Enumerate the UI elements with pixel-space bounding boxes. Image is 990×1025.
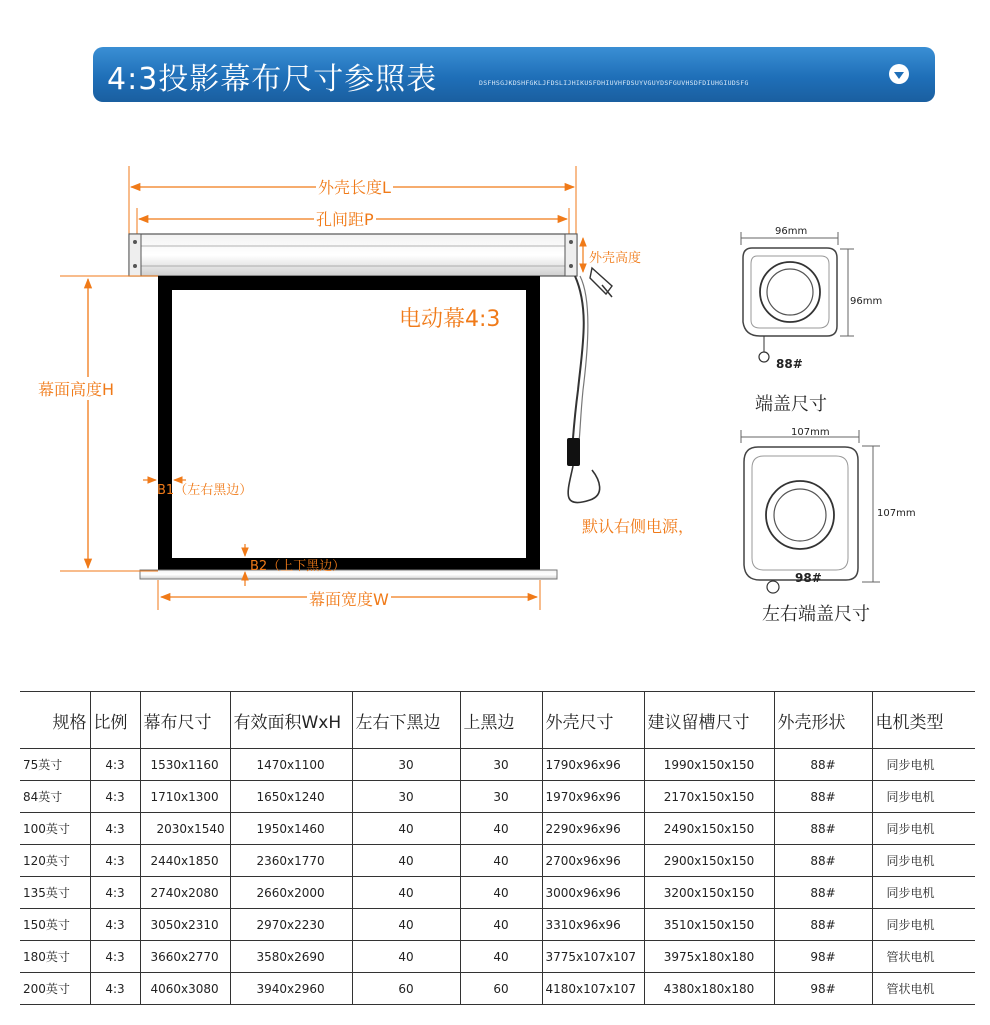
col-header: 电机类型 xyxy=(872,692,975,749)
cell-slot-size: 2900x150x150 xyxy=(644,845,774,877)
table-row xyxy=(20,749,975,781)
cell-screen-size: 4060x3080 xyxy=(140,973,230,1005)
cell-slot-size: 4380x180x180 xyxy=(644,973,774,1005)
cell-shell-size: 1790x96x96 xyxy=(542,749,644,781)
cell-side-border: 40 xyxy=(352,813,460,845)
weight-bar xyxy=(140,570,557,579)
col-header: 建议留槽尺寸 xyxy=(644,692,774,749)
lr-end-cap-width: 107mm xyxy=(791,427,830,438)
table-header-row xyxy=(20,692,975,749)
housing xyxy=(129,234,577,276)
cell-active-area: 1650x1240 xyxy=(230,781,352,813)
cell-shell-shape: 98# xyxy=(774,941,872,973)
cell-top-border: 40 xyxy=(460,877,542,909)
cell-ratio: 4:3 xyxy=(90,781,140,813)
cell-shell-size: 1970x96x96 xyxy=(542,781,644,813)
cell-active-area: 2660x2000 xyxy=(230,877,352,909)
cell-shell-shape: 88# xyxy=(774,877,872,909)
end-cap-caption: 端盖尺寸 xyxy=(755,394,827,415)
table-row xyxy=(20,845,975,877)
page-title: 4:3投影幕布尺寸参照表 xyxy=(107,62,438,97)
hole-distance-label: 孔间距P xyxy=(314,207,376,230)
shell-height-label: 外壳高度 xyxy=(587,247,643,266)
cell-side-border: 30 xyxy=(352,781,460,813)
cell-ratio: 4:3 xyxy=(90,749,140,781)
cell-shell-shape: 88# xyxy=(774,781,872,813)
cell-spec: 100英寸 xyxy=(20,813,90,845)
cell-top-border: 40 xyxy=(460,813,542,845)
cell-shell-shape: 98# xyxy=(774,973,872,1005)
cell-motor: 同步电机 xyxy=(872,845,975,877)
cell-top-border: 40 xyxy=(460,941,542,973)
cell-side-border: 40 xyxy=(352,845,460,877)
cell-shell-shape: 88# xyxy=(774,749,872,781)
screen-width-label: 幕面宽度W xyxy=(307,587,391,610)
b2-label: B2（上下黑边） xyxy=(250,559,346,574)
power-switch xyxy=(567,438,580,466)
cell-slot-size: 2170x150x150 xyxy=(644,781,774,813)
cell-screen-size: 1710x1300 xyxy=(140,781,230,813)
cell-shell-size: 4180x107x107 xyxy=(542,973,644,1005)
lr-end-cap-code: 98# xyxy=(795,571,822,585)
cell-slot-size: 1990x150x150 xyxy=(644,749,774,781)
cell-screen-size: 1530x1160 xyxy=(140,749,230,781)
cell-spec: 120英寸 xyxy=(20,845,90,877)
cell-shell-size: 3000x96x96 xyxy=(542,877,644,909)
cell-spec: 180英寸 xyxy=(20,941,90,973)
cell-active-area: 1470x1100 xyxy=(230,749,352,781)
screen-dimension-diagram xyxy=(0,150,990,670)
cell-spec: 150英寸 xyxy=(20,909,90,941)
power-cord xyxy=(572,276,584,450)
cell-slot-size: 3510x150x150 xyxy=(644,909,774,941)
cell-spec: 84英寸 xyxy=(20,781,90,813)
cell-ratio: 4:3 xyxy=(90,909,140,941)
end-cap-height: 96mm xyxy=(850,296,883,307)
cell-side-border: 30 xyxy=(352,749,460,781)
col-header: 外壳形状 xyxy=(774,692,872,749)
outer-length-label: 外壳长度L xyxy=(316,175,393,198)
cell-side-border: 40 xyxy=(352,877,460,909)
col-header: 幕布尺寸 xyxy=(140,692,230,749)
table-row xyxy=(20,973,975,1005)
cell-shell-shape: 88# xyxy=(774,845,872,877)
cell-side-border: 60 xyxy=(352,973,460,1005)
cell-slot-size: 3200x150x150 xyxy=(644,877,774,909)
screen-height-label: 幕面高度H xyxy=(36,377,116,400)
cell-screen-size: 2740x2080 xyxy=(140,877,230,909)
cell-ratio: 4:3 xyxy=(90,941,140,973)
cell-active-area: 2360x1770 xyxy=(230,845,352,877)
cell-active-area: 3580x2690 xyxy=(230,941,352,973)
cell-top-border: 40 xyxy=(460,909,542,941)
cell-screen-size: 3050x2310 xyxy=(140,909,230,941)
cell-shell-shape: 88# xyxy=(774,909,872,941)
table-row xyxy=(20,941,975,973)
cell-motor: 同步电机 xyxy=(872,813,975,845)
cell-shell-size: 3775x107x107 xyxy=(542,941,644,973)
cell-active-area: 1950x1460 xyxy=(230,813,352,845)
cell-shell-shape: 88# xyxy=(774,813,872,845)
cell-active-area: 3940x2960 xyxy=(230,973,352,1005)
cell-motor: 同步电机 xyxy=(872,909,975,941)
cell-side-border: 40 xyxy=(352,909,460,941)
cell-spec: 135英寸 xyxy=(20,877,90,909)
spec-table xyxy=(20,691,975,1005)
banner-subtitle: DSFHSGJKDSHFGKLJFDSLIJHIKUSFDHIUVHFDSUYVGUYDSFGUVHSDFDIUHGIUDSFG xyxy=(479,79,749,87)
diagram-drawing xyxy=(0,150,990,670)
cell-spec: 75英寸 xyxy=(20,749,90,781)
cell-ratio: 4:3 xyxy=(90,973,140,1005)
cell-screen-size: 3660x2770 xyxy=(140,941,230,973)
lr-end-cap-caption: 左右端盖尺寸 xyxy=(762,604,870,625)
cell-screen-size: 2030x1540 xyxy=(140,813,230,845)
cell-screen-size: 2440x1850 xyxy=(140,845,230,877)
cell-shell-size: 2290x96x96 xyxy=(542,813,644,845)
table-row xyxy=(20,781,975,813)
cell-slot-size: 3975x180x180 xyxy=(644,941,774,973)
chevron-down-icon[interactable] xyxy=(889,64,909,84)
cell-ratio: 4:3 xyxy=(90,877,140,909)
table-row xyxy=(20,813,975,845)
cell-top-border: 40 xyxy=(460,845,542,877)
col-header: 有效面积WxH xyxy=(230,692,352,749)
cell-top-border: 30 xyxy=(460,749,542,781)
cell-motor: 管状电机 xyxy=(872,941,975,973)
cell-shell-size: 3310x96x96 xyxy=(542,909,644,941)
plug xyxy=(590,268,612,294)
end-cap-code: 88# xyxy=(776,357,803,371)
lr-end-cap-height: 107mm xyxy=(877,508,916,519)
cell-side-border: 40 xyxy=(352,941,460,973)
col-header: 外壳尺寸 xyxy=(542,692,644,749)
cell-ratio: 4:3 xyxy=(90,845,140,877)
col-header: 左右下黑边 xyxy=(352,692,460,749)
b1-label: B1（左右黑边） xyxy=(157,483,253,498)
cell-motor: 同步电机 xyxy=(872,781,975,813)
col-header: 上黑边 xyxy=(460,692,542,749)
table-row xyxy=(20,877,975,909)
cell-motor: 同步电机 xyxy=(872,877,975,909)
cell-spec: 200英寸 xyxy=(20,973,90,1005)
cell-slot-size: 2490x150x150 xyxy=(644,813,774,845)
table-row xyxy=(20,909,975,941)
col-header: 比例 xyxy=(90,692,140,749)
cell-ratio: 4:3 xyxy=(90,813,140,845)
cell-active-area: 2970x2230 xyxy=(230,909,352,941)
cell-shell-size: 2700x96x96 xyxy=(542,845,644,877)
screen-type-label: 电动幕4:3 xyxy=(399,307,501,332)
cell-top-border: 30 xyxy=(460,781,542,813)
title-banner xyxy=(93,47,935,102)
end-cap-width: 96mm xyxy=(775,226,808,237)
cell-motor: 管状电机 xyxy=(872,973,975,1005)
cell-motor: 同步电机 xyxy=(872,749,975,781)
power-label: 默认右侧电源， xyxy=(582,517,695,536)
cell-top-border: 60 xyxy=(460,973,542,1005)
col-header: 规格 xyxy=(20,692,90,749)
